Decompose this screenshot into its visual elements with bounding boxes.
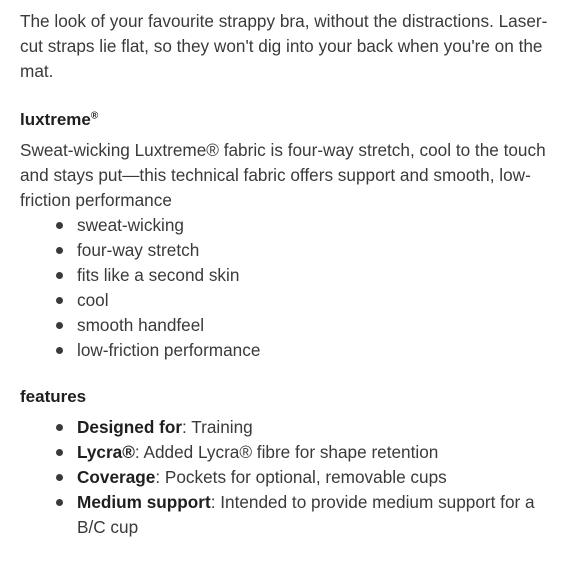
feature-item — [20, 440, 566, 465]
fabric-description: Sweat-wicking Luxtreme® fabric is four-way stretch, cool to the touch and stays put—this technical fabric offers support and smooth, low-friction performance — [20, 140, 546, 210]
intro-text: The look of your favourite strappy bra, without the distractions. Laser-cut straps lie flat, so they won't dig into your back when you're on the mat. — [20, 11, 548, 81]
feature-label: Lycra® — [77, 442, 135, 462]
feature-label: Designed for — [77, 417, 183, 437]
features-title: features — [20, 387, 87, 406]
fabric-title — [20, 107, 566, 132]
fabric-title-text: luxtreme — [20, 110, 91, 129]
feature-label: Medium support — [77, 492, 211, 512]
list-item: sweat-wicking — [20, 213, 566, 238]
feature-text: : Intended to provide medium support for a B/C cup — [77, 492, 535, 537]
feature-item — [20, 490, 566, 540]
registered-mark: ® — [90, 110, 99, 122]
list-item: low-friction performance — [20, 338, 566, 363]
feature-text: : Pockets for optional, removable cups — [155, 467, 447, 487]
list-item: cool — [20, 288, 566, 313]
feature-item — [20, 415, 566, 440]
feature-text: : Added Lycra® fibre for shape retention — [134, 442, 439, 462]
feature-text: : Training — [182, 417, 253, 437]
list-item: smooth handfeel — [20, 313, 566, 338]
fabric-benefits-list — [20, 213, 566, 363]
list-item: fits like a second skin — [20, 263, 566, 288]
list-item: four-way stretch — [20, 238, 566, 263]
features-list — [20, 415, 566, 540]
feature-label: Coverage — [77, 467, 156, 487]
feature-item — [20, 465, 566, 490]
